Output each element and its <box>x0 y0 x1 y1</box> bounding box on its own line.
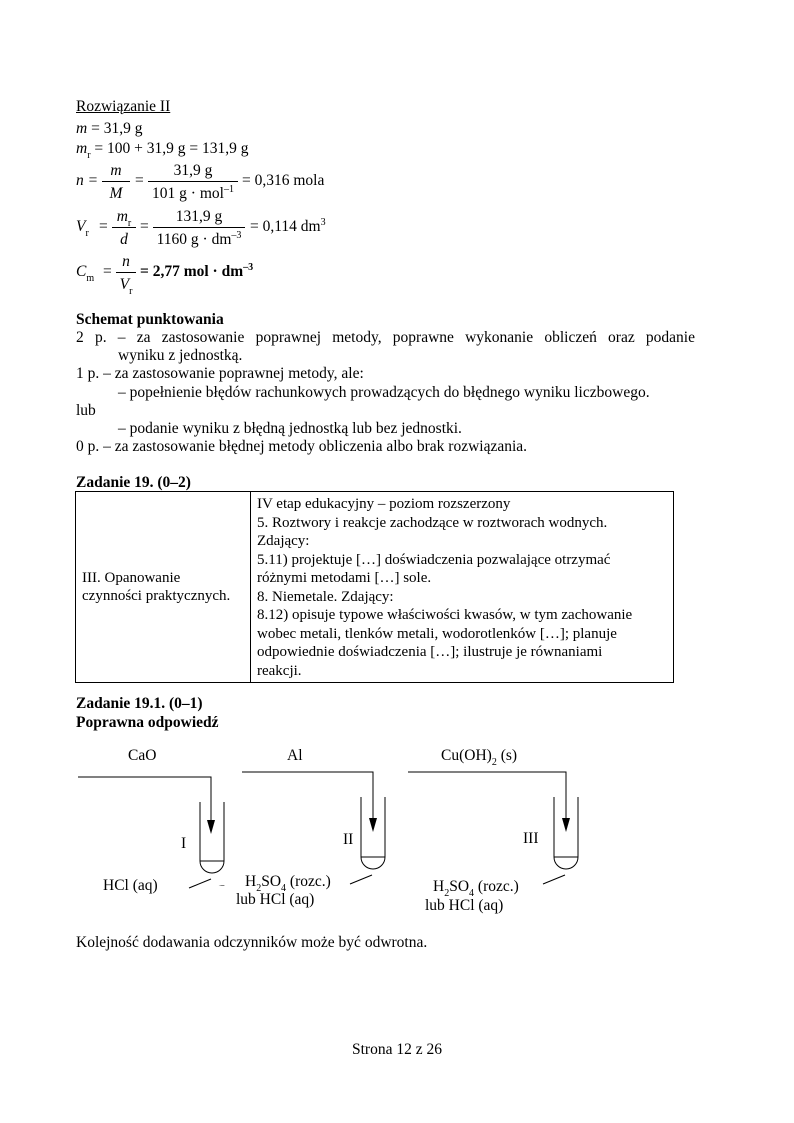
scoring-line-1p: 1 p. – za zastosowanie poprawnej metody, ale: <box>76 365 364 382</box>
concentration-fraction-den: V <box>119 275 130 293</box>
table-cell-requirements <box>251 492 674 683</box>
volume-result: = 0,114 dm <box>250 218 321 235</box>
requirement-line: Zdający: <box>257 533 310 549</box>
mass-equation <box>76 121 142 137</box>
tube-label-1: I <box>181 835 187 852</box>
moles-fraction-2-den: 101 g · mol <box>152 184 224 202</box>
volume-eq-sign: = <box>99 218 108 235</box>
solution-h2so4-2 <box>245 873 331 894</box>
reagent-al: Al <box>287 747 303 764</box>
solution-mass-value: = 100 + 31,9 g = 131,9 g <box>94 140 249 157</box>
solution-3-state: (rozc.) <box>474 878 519 895</box>
scoring-line-2p-cont: wyniku z jednostką. <box>118 347 243 364</box>
requirement-line: 8. Niemetale. Zdający: <box>257 588 394 605</box>
scoring-title: Schemat punktowania <box>76 311 224 328</box>
volume-fraction-2-num: 131,9 g <box>153 209 245 228</box>
moles-fraction-2-num: 31,9 g <box>148 163 238 182</box>
solution-hcl-alt-3: lub HCl (aq) <box>425 897 504 914</box>
test-tube-3 <box>408 772 578 884</box>
solution-2-h: H <box>245 873 257 890</box>
scoring-line-1p-b: – podanie wyniku z błędną jednostką lub bez jednostki. <box>118 420 462 437</box>
volume-fraction-1 <box>112 209 136 247</box>
solution-3-sub2: 4 <box>469 888 475 899</box>
concentration-eq-sign: = <box>103 263 112 280</box>
requirement-line: wobec metali, tlenków metali, wodorotlenków […]; planuje <box>257 625 617 642</box>
answer-label: Poprawna odpowiedź <box>76 714 219 731</box>
concentration-result: = 2,77 mol · dm <box>140 263 244 280</box>
scoring-line-0p: 0 p. – za zastosowanie błędnej metody obliczenia albo brak rozwiązania. <box>76 438 528 455</box>
volume-fraction-1-den: d <box>120 230 128 248</box>
moles-fraction-1 <box>102 163 130 201</box>
mass-symbol: m <box>76 120 88 137</box>
reagent-cuoh2-state: (s) <box>496 747 518 764</box>
concentration-result-exp: –3 <box>243 262 254 273</box>
requirement-line: 5. Roztwory i reakcje zachodzące w roztworach wodnych. <box>257 514 608 531</box>
moles-symbol: n = <box>76 172 99 189</box>
page-number: Strona 12 z 26 <box>352 1041 442 1058</box>
task19-title: Zadanie 19. (0–2) <box>76 474 191 491</box>
requirement-line: odpowiednie doświadczenia […]; ilustruje je równaniami <box>257 644 603 660</box>
solution-2-state: (rozc.) <box>286 873 331 890</box>
moles-eq-sign: = <box>135 172 144 189</box>
solution-3-sub1: 2 <box>444 888 450 899</box>
tube-label-3: III <box>523 830 539 847</box>
solution-hcl-alt-2: lub HCl (aq) <box>236 891 315 908</box>
concentration-subscript: m <box>86 273 95 284</box>
scoring-line-2p: 2 p. – za zastosowanie poprawnej metody, poprawne wykonanie obliczeń oraz podanie <box>76 329 695 346</box>
moles-fraction-2 <box>148 163 238 201</box>
requirements-table <box>75 491 674 683</box>
solution-3-so: SO <box>449 878 470 895</box>
volume-fraction-1-num: m <box>116 208 128 225</box>
task191-title: Zadanie 19.1. (0–1) <box>76 695 203 712</box>
requirement-line: 8.12) opisuje typowe właściwości kwasów, w tym zachowanie <box>257 607 633 623</box>
solution-2-so: SO <box>261 873 282 890</box>
concentration-symbol: C <box>76 263 87 280</box>
requirement-line: 5.11) projektuje […] doświadczenia pozwalające otrzymać <box>257 551 611 568</box>
test-tube-2 <box>242 772 385 884</box>
solution-2-sub1: 2 <box>256 883 262 894</box>
requirement-line: reakcji. <box>257 662 302 679</box>
volume-fraction-2 <box>153 209 245 247</box>
solution-mass-equation <box>76 140 249 161</box>
solution-heading: Rozwiązanie II <box>76 98 171 115</box>
reagent-cuoh2-sub: 2 <box>491 757 497 768</box>
requirement-line: różnymi metodami […] sole. <box>257 570 432 586</box>
solution-h2so4-3 <box>433 878 519 899</box>
moles-fraction-1-num: m <box>102 163 130 182</box>
volume-fraction-1-num-sub: r <box>127 218 132 229</box>
solution-mass-subscript: r <box>87 150 91 161</box>
concentration-fraction <box>116 253 136 297</box>
order-note: Kolejność dodawania odczynników może być odwrotna. <box>76 934 428 951</box>
solution-hcl: HCl (aq) <box>103 877 158 894</box>
moles-fraction-2-den-exp: –1 <box>223 183 234 195</box>
moles-result: = 0,316 mola <box>242 172 325 189</box>
volume-fraction-2-den: 1160 g · dm <box>156 230 232 248</box>
test-tube-1-bottom <box>195 855 231 885</box>
tube-label-2: II <box>343 831 354 848</box>
volume-eq-sign-2: = <box>140 218 149 235</box>
volume-symbol: V <box>76 218 86 235</box>
solution-3-h: H <box>433 878 445 895</box>
table-cell-skill: III. Opanowanie czynności praktycznych. <box>76 492 251 683</box>
volume-fraction-2-den-exp: –3 <box>231 229 242 241</box>
solution-mass-symbol: m <box>76 140 88 157</box>
table-row <box>76 492 674 683</box>
scoring-line-1p-a: – popełnienie błędów rachunkowych prowadzących do błędnego wyniku liczbowego. <box>118 384 650 401</box>
scoring-line-or: lub <box>76 402 96 419</box>
reagent-cao: CaO <box>128 747 157 764</box>
volume-result-exp: 3 <box>320 217 326 228</box>
requirement-line: IV etap edukacyjny – poziom rozszerzony <box>257 496 511 512</box>
volume-subscript: r <box>85 228 89 239</box>
mass-value: = 31,9 g <box>91 120 143 137</box>
concentration-fraction-den-sub: r <box>129 285 133 297</box>
moles-fraction-1-den: M <box>109 184 123 202</box>
reagent-cuoh2 <box>441 747 518 768</box>
concentration-fraction-num: n <box>116 254 136 273</box>
solution-2-sub2: 4 <box>281 883 287 894</box>
reagent-cuoh2-main: Cu(OH) <box>441 747 492 764</box>
